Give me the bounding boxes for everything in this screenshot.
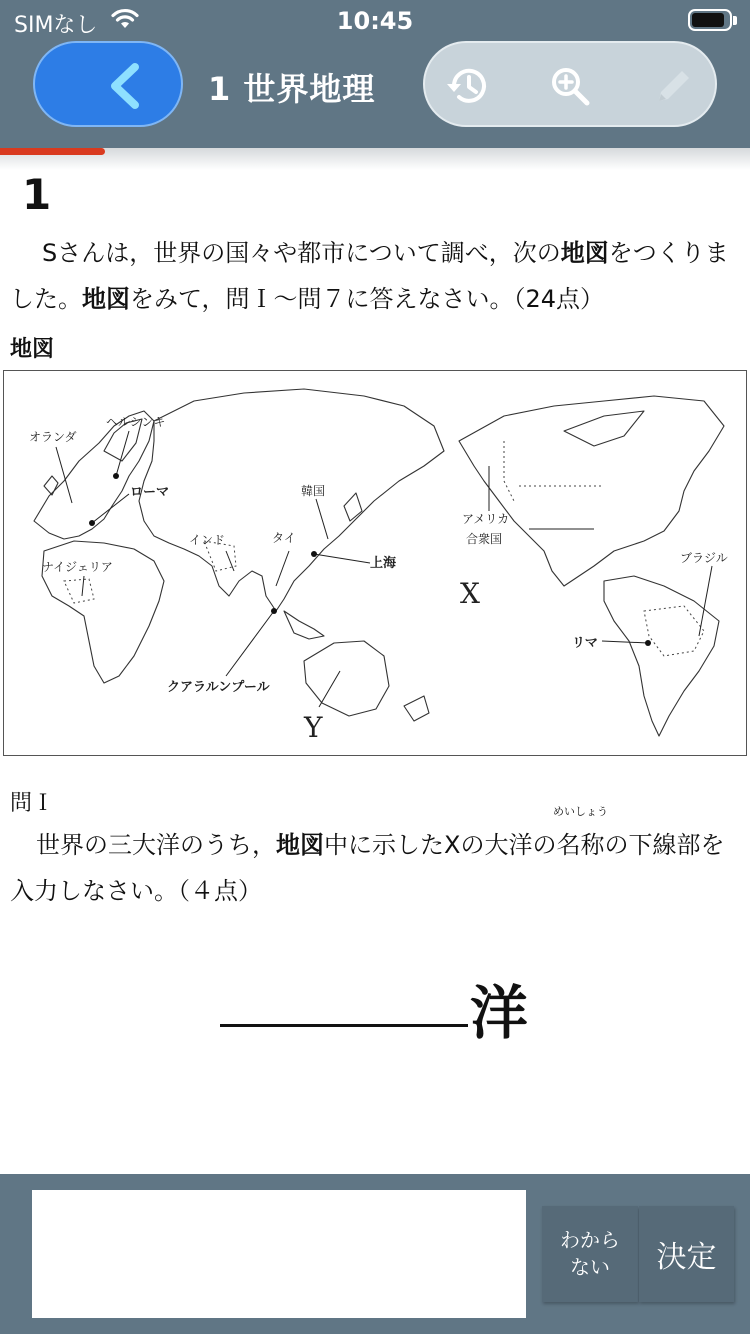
label-usa-2: 合衆国 bbox=[466, 532, 503, 546]
leader-y bbox=[319, 671, 340, 707]
label-x: X bbox=[460, 577, 480, 610]
battery-icon bbox=[688, 9, 732, 31]
dont-know-line-2: ない bbox=[570, 1255, 610, 1279]
nigeria-border bbox=[64, 579, 94, 603]
question-number: 1 bbox=[22, 170, 52, 219]
answer-blank-line bbox=[220, 1024, 468, 1027]
dont-know-line-1: わから bbox=[560, 1228, 620, 1252]
label-usa-1: アメリカ bbox=[462, 512, 510, 526]
submit-label: 決定 bbox=[656, 1240, 717, 1275]
pencil-icon[interactable] bbox=[651, 63, 697, 109]
dot-helsinki bbox=[113, 473, 119, 479]
back-button[interactable] bbox=[33, 41, 183, 127]
britain-outline bbox=[44, 476, 58, 495]
intro-text: Sさんは，世界の国々や都市について調べ，次の bbox=[42, 239, 561, 267]
answer-input[interactable] bbox=[32, 1190, 526, 1318]
chevron-left-icon bbox=[107, 63, 143, 109]
label-nigeria: ナイジェリア bbox=[42, 560, 113, 574]
label-india: インド bbox=[189, 533, 226, 547]
australia-outline bbox=[304, 641, 389, 716]
sea-islands-outline bbox=[284, 611, 324, 639]
intro-bold: 地図 bbox=[82, 285, 130, 313]
label-lima: リマ bbox=[572, 636, 598, 651]
south-america-outline bbox=[604, 576, 719, 736]
status-time: 10:45 bbox=[336, 7, 414, 35]
leader-helsinki bbox=[116, 431, 129, 476]
leader-korea bbox=[316, 499, 328, 539]
header-bar bbox=[0, 0, 750, 148]
border-lines bbox=[64, 441, 704, 656]
leader-lima bbox=[602, 641, 648, 643]
label-brazil: ブラジル bbox=[680, 551, 728, 565]
leader-shanghai bbox=[314, 554, 370, 563]
intro-bold: 地図 bbox=[560, 239, 609, 267]
leader-thailand bbox=[276, 551, 289, 586]
label-rome: ローマ bbox=[130, 485, 170, 500]
carrier-label: SIMなし bbox=[14, 13, 98, 38]
leader-rome bbox=[92, 494, 129, 523]
dot-kuala-lumpur bbox=[271, 608, 277, 614]
sub-text-bold: 地図 bbox=[276, 831, 324, 859]
sub-question-label: 問Ｉ bbox=[10, 791, 55, 816]
dont-know-label bbox=[560, 1227, 620, 1281]
sub-text: 中に示したXの大洋の bbox=[324, 831, 557, 859]
answer-suffix: 洋 bbox=[470, 979, 529, 1047]
brazil-border bbox=[644, 606, 704, 656]
arctic-islands-outline bbox=[564, 411, 644, 446]
label-y: Y bbox=[304, 711, 323, 744]
question-intro bbox=[10, 230, 740, 322]
battery-tip bbox=[733, 16, 737, 25]
tool-group bbox=[423, 41, 717, 127]
label-thailand: タイ bbox=[272, 531, 296, 545]
ruby-word bbox=[552, 805, 608, 868]
newzealand-outline bbox=[404, 696, 429, 721]
status-bar bbox=[0, 0, 750, 40]
map-label: 地図 bbox=[10, 337, 55, 362]
label-korea: 韓国 bbox=[301, 484, 326, 498]
world-map bbox=[3, 370, 747, 756]
answer-bar bbox=[0, 1174, 750, 1334]
leader-netherlands bbox=[56, 447, 72, 503]
dot-rome bbox=[89, 520, 95, 526]
ruby-reading: めいしょう bbox=[552, 805, 608, 818]
dont-know-button[interactable] bbox=[542, 1206, 638, 1302]
dot-shanghai bbox=[311, 551, 317, 557]
sub-question-text bbox=[10, 805, 740, 914]
alaska-border bbox=[504, 441, 514, 501]
leader-kl bbox=[226, 611, 274, 676]
intro-text: をみて，問Ｉ～問７に答えなさい。（24点） bbox=[130, 285, 605, 313]
sub-text: の下線部を入力しなさい。（４点） bbox=[10, 831, 725, 905]
label-kuala-lumpur: クアラルンプール bbox=[167, 680, 270, 695]
progress-fill bbox=[0, 148, 105, 155]
leader-nigeria bbox=[82, 576, 84, 596]
leader-brazil bbox=[699, 566, 712, 636]
history-icon[interactable] bbox=[445, 63, 491, 109]
ruby-base: 名称 bbox=[556, 831, 605, 859]
label-shanghai: 上海 bbox=[370, 556, 397, 571]
dot-lima bbox=[645, 640, 651, 646]
progress-bar bbox=[0, 148, 750, 156]
intro-text: をつくりました。 bbox=[10, 239, 729, 313]
asia-outline bbox=[139, 389, 444, 611]
zoom-in-icon[interactable] bbox=[547, 63, 593, 109]
sub-text: 世界の三大洋のうち， bbox=[36, 831, 276, 859]
submit-button[interactable] bbox=[639, 1206, 734, 1302]
label-helsinki: ヘルシンキ bbox=[106, 415, 166, 429]
label-netherlands: オランダ bbox=[29, 430, 77, 444]
japan-outline bbox=[344, 493, 362, 521]
page-title: 1 世界地理 bbox=[208, 70, 376, 108]
